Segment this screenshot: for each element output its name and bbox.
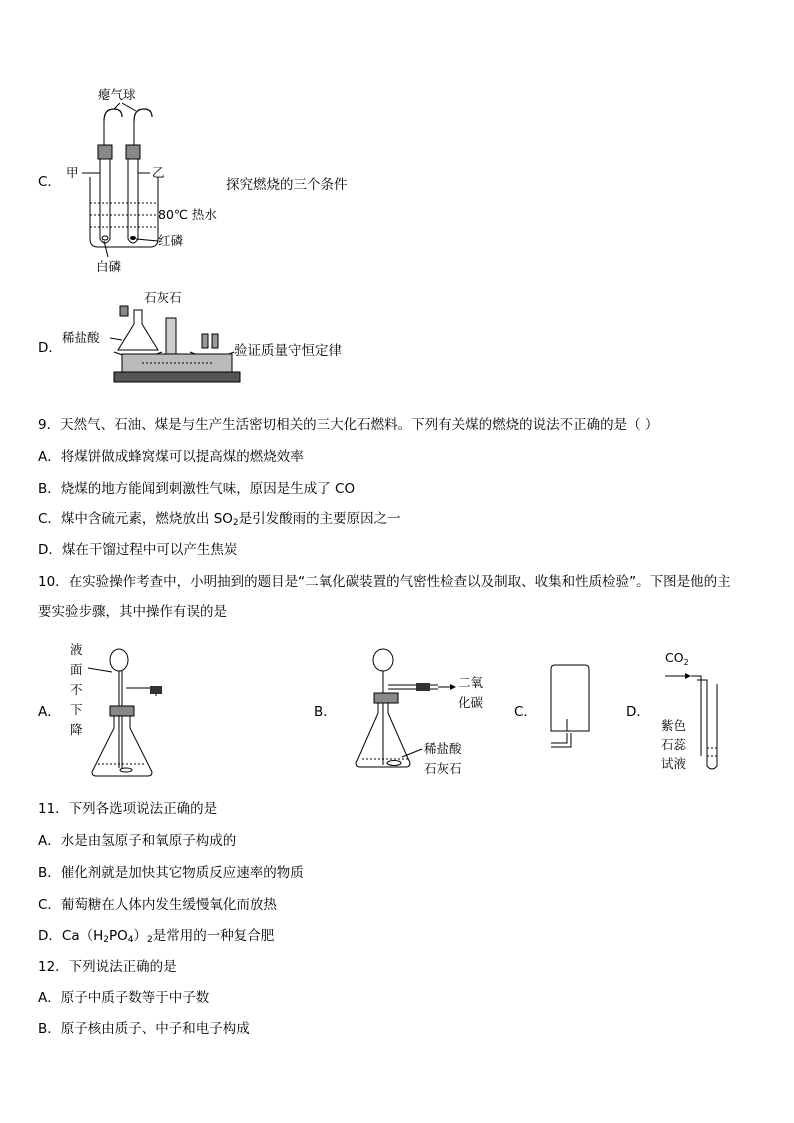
q12-stem: 12．下列说法正确的是 [38,959,177,975]
redp-label: 红磷 [158,233,184,248]
q9-option-b: B．烧煤的地方能闻到刺激性气味，原因是生成了 CO [38,481,356,497]
q11-option-d: D．$Ca(H_2PO_4)_2$是常用的一种复合肥 [38,928,275,945]
q11-option-a: A．水是由氢原子和氧原子构成的 [38,833,237,849]
q10-b-figure [350,645,490,780]
q10-option-d-letter: D． [626,704,650,720]
q9-stem: 9．天然气、石油、煤是与生产生活密切相关的三大化石燃料。下列有关煤的燃烧的说法不正确的是（ ） [38,417,659,433]
svg-text:石蕊: 石蕊 [661,737,687,752]
svg-text:不: 不 [70,682,83,697]
q11-option-c: C．葡萄糖在人体内发生缓慢氧化而放热 [38,897,277,913]
whitep-label: 白磷 [96,259,122,274]
limestone-label: 石灰石 [144,290,182,305]
svg-text:化碳: 化碳 [458,695,484,710]
svg-text:液: 液 [70,642,83,657]
jia-label: 甲 [66,165,79,180]
yi-label: 乙 [152,165,165,180]
q8-c-figure [60,85,230,280]
q8-d-figure [62,288,232,388]
svg-text:紫色: 紫色 [661,718,687,733]
q11-option-b: B．催化剂就是加快其它物质反应速率的物质 [38,865,304,881]
q10-option-c-letter: C． [514,704,537,720]
q10-a-figure [70,640,180,785]
q10-option-b-letter: B． [314,704,337,720]
svg-text:面: 面 [70,662,83,677]
q8-option-d-desc: 验证质量守恒定律 [234,343,342,359]
q9-option-a: A．将煤饼做成蜂窝煤可以提高煤的燃烧效率 [38,449,304,465]
q10-c-figure [545,663,595,753]
q10-stem-line2: 要实验步骤，其中操作有误的是 [38,604,227,620]
q10-option-a-letter: A． [38,704,61,720]
q8-option-d-letter: D． [38,340,62,356]
q9-option-c: C．煤中含硫元素，燃烧放出 $SO_2$是引发酸雨的主要原因之一 [38,511,401,528]
svg-text:稀盐酸: 稀盐酸 [424,741,462,756]
q12-option-a: A．原子中质子数等于中子数 [38,990,210,1006]
q10-d-figure [655,648,735,778]
q10-stem-line1: 10．在实验操作考查中，小明抽到的题目是“二氧化碳装置的气密性检查以及制取、收集和性质检验”。下图是他的主 [38,574,731,590]
co2-label: $CO_2$ [665,650,689,667]
q8-option-c-desc: 探究燃烧的三个条件 [226,177,348,193]
acid-label: 稀盐酸 [62,330,100,345]
svg-text:下: 下 [70,702,83,717]
balloon-label: 瘪气球 [98,87,136,102]
q9-option-d: D．煤在干馏过程中可以产生焦炭 [38,542,238,558]
svg-text:石灰石: 石灰石 [424,761,462,776]
svg-text:二氧: 二氧 [458,675,484,690]
hotwater-label: 80℃ 热水 [158,207,217,222]
svg-text:试液: 试液 [661,756,687,771]
q12-option-b: B．原子核由质子、中子和电子构成 [38,1021,250,1037]
svg-text:降: 降 [70,722,83,737]
q8-option-c-letter: C． [38,174,61,190]
q11-stem: 11．下列各选项说法正确的是 [38,801,218,817]
